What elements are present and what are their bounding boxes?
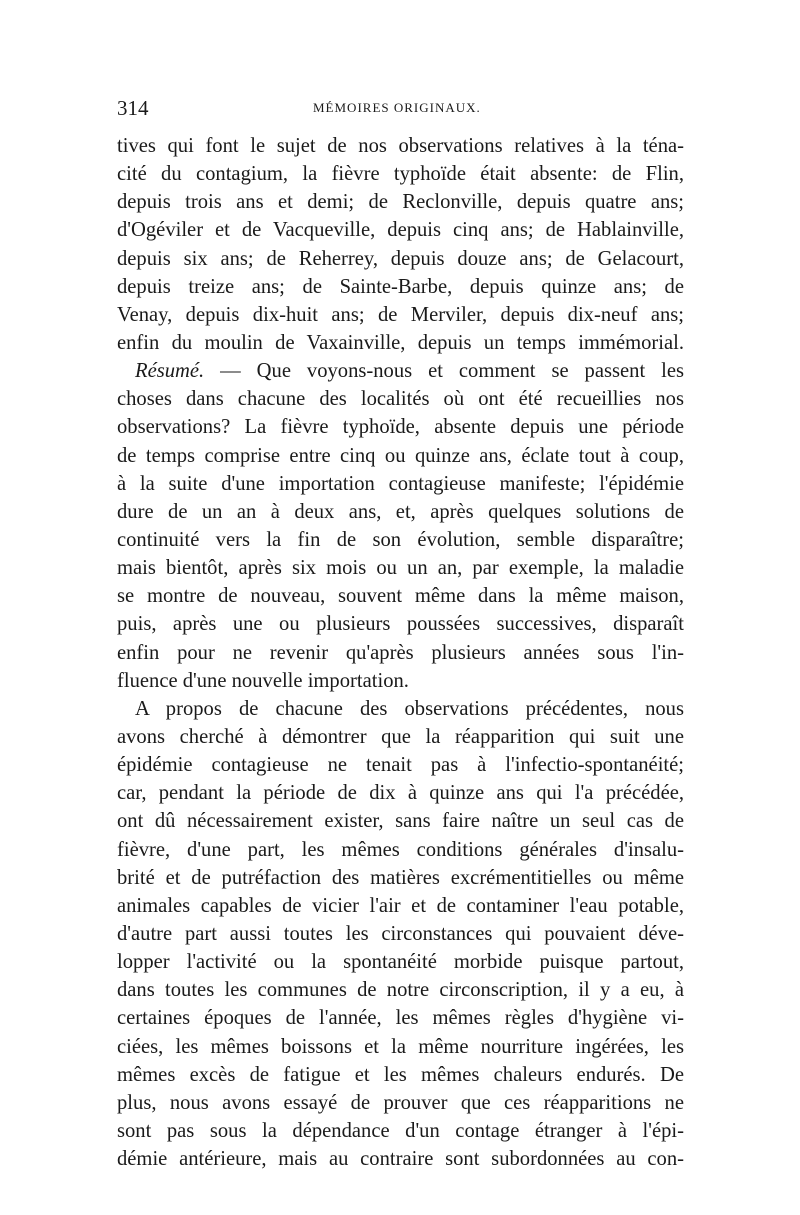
section-lead: Résumé.: [135, 360, 205, 383]
paragraph-1: [117, 132, 684, 357]
text-line: car, pendant la période de dix à quinze ans qui l'a précédée,: [117, 782, 684, 805]
text-line: d'Ogéviler et de Vacqueville, depuis cinq ans; de Hablainville,: [117, 219, 684, 242]
text-line: depuis treize ans; de Sainte-Barbe, depuis quinze ans; de: [117, 275, 684, 298]
text-line: dans toutes les communes de notre circonscription, il y a eu, à: [117, 979, 684, 1002]
text-line: tives qui font le sujet de nos observations relatives à la téna-: [117, 135, 684, 157]
text-line: lopper l'activité ou la spontanéité morbide puisque partout,: [117, 951, 684, 974]
body-text: [117, 132, 684, 1173]
text-line: mais bientôt, après six mois ou un an, par exemple, la maladie: [117, 557, 684, 580]
text-line: depuis six ans; de Reherrey, depuis douze ans; de Gelacourt,: [117, 247, 684, 270]
text-line-rest: — Que voyons-nous et comment se passent les: [204, 360, 684, 383]
page-header: [117, 96, 684, 126]
text-line: continuité vers la fin de son évolution, semble disparaître;: [117, 528, 684, 551]
text-line: plus, nous avons essayé de prouver que ces réapparitions ne: [117, 1091, 684, 1114]
text-line: depuis trois ans et demi; de Reclonville, depuis quatre ans;: [117, 191, 684, 214]
text-line: [117, 357, 684, 385]
text-line: cité du contagium, la fièvre typhoïde était absente: de Flin,: [117, 163, 684, 186]
text-line: certaines époques de l'année, les mêmes règles d'hygiène vi-: [117, 1007, 684, 1030]
text-line: mêmes excès de fatigue et les mêmes chaleurs endurés. De: [117, 1063, 684, 1086]
text-line: d'autre part aussi toutes les circonstances qui pouvaient déve-: [117, 922, 684, 945]
text-line: épidémie contagieuse ne tenait pas à l'infectio-spontanéité;: [117, 754, 684, 777]
paragraph-3: [117, 695, 684, 1173]
text-line: enfin du moulin de Vaxainville, depuis un temps immémorial.: [117, 331, 684, 354]
text-line: fluence d'une nouvelle importation.: [117, 669, 409, 692]
text-line: avons cherché à démontrer que la réapparition qui suit une: [117, 725, 684, 748]
text-line: démie antérieure, mais au contraire sont subordonnées au con-: [117, 1148, 684, 1171]
book-page: [117, 96, 684, 1173]
text-line: choses dans chacune des localités où ont été recueillies nos: [117, 388, 684, 411]
text-line: Venay, depuis dix-huit ans; de Merviler, depuis dix-neuf ans;: [117, 303, 684, 326]
page-number: 314: [117, 96, 149, 120]
text-line: dure de un an à deux ans, et, après quelques solutions de: [117, 500, 684, 523]
text-line: se montre de nouveau, souvent même dans la même maison,: [117, 585, 684, 608]
text-line: enfin pour ne revenir qu'après plusieurs années sous l'in-: [117, 641, 684, 664]
text-line: fièvre, d'une part, les mêmes conditions générales d'insalu-: [117, 838, 684, 861]
text-line: sont pas sous la dépendance d'un contage étranger à l'épi-: [117, 1119, 684, 1142]
running-head: MÉMOIRES ORIGINAUX.: [313, 100, 481, 115]
text-line: ont dû nécessairement exister, sans faire naître un seul cas de: [117, 810, 684, 833]
text-line: ciées, les mêmes boissons et la même nourriture ingérées, les: [117, 1035, 684, 1058]
text-line: de temps comprise entre cinq ou quinze ans, éclate tout à coup,: [117, 444, 684, 467]
text-line: A propos de chacune des observations précédentes, nous: [135, 697, 684, 720]
text-line: puis, après une ou plusieurs poussées successives, disparaît: [117, 613, 684, 636]
paragraph-2: [117, 357, 684, 695]
text-line: brité et de putréfaction des matières excrémentitielles ou même: [117, 866, 684, 889]
text-line: à la suite d'une importation contagieuse manifeste; l'épidémie: [117, 472, 684, 495]
text-line: animales capables de vicier l'air et de contaminer l'eau potable,: [117, 894, 684, 917]
text-line: observations? La fièvre typhoïde, absente depuis une période: [117, 416, 684, 439]
